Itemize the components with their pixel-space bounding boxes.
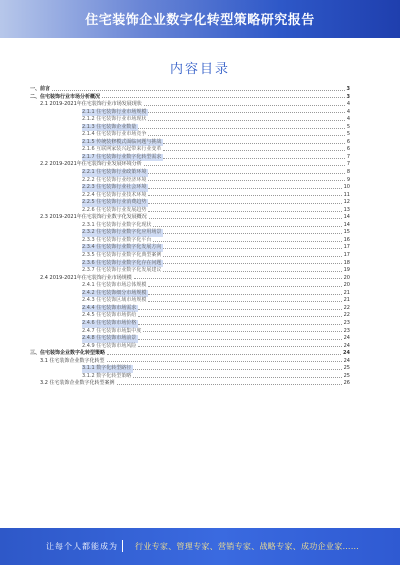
- toc-entry[interactable]: [30, 146, 350, 154]
- toc-entry[interactable]: [30, 335, 350, 343]
- toc-entry-page: 17: [343, 252, 350, 259]
- toc-entry[interactable]: [30, 252, 350, 260]
- toc-entry-label: 3.1.2 数字化转型策略: [82, 372, 132, 379]
- toc-leader-dots: [138, 316, 341, 317]
- toc-entry-page: 18: [343, 259, 350, 266]
- toc-entry[interactable]: [30, 124, 350, 132]
- toc-entry[interactable]: [30, 244, 350, 252]
- toc-entry[interactable]: [30, 267, 350, 275]
- toc-entry-page: 25: [343, 372, 350, 379]
- toc-entry-page: 24: [343, 335, 350, 342]
- toc-entry-page: 26: [343, 380, 350, 387]
- toc-entry-label: 一、前言: [30, 86, 51, 92]
- toc-entry-label: 2.3 2019-2021年住宅装饰行业数字化发展概况: [40, 214, 147, 221]
- toc-entry-page: 19: [343, 267, 350, 274]
- toc-leader-dots: [133, 369, 341, 370]
- toc-entry-label: 2.2.5 住宅装饰行业消费趋势: [82, 199, 147, 206]
- toc-entry-label: 2.4.5 住宅装饰市场供给: [82, 312, 137, 319]
- toc-entry-label: 2.3.7 住宅装饰行业数字化发展建议: [82, 267, 162, 274]
- toc-entry-label: 二、住宅装饰行业市场分析概况: [30, 93, 101, 100]
- toc-leader-dots: [117, 384, 342, 385]
- toc-entry-label: 2.3.6 住宅装饰行业数字化存在问题: [82, 259, 162, 266]
- toc-entry-label: 2.3.1 住宅装饰行业数字化现状: [82, 221, 152, 228]
- toc-entry-page: 14: [343, 221, 350, 228]
- toc-entry-page: 4: [346, 116, 350, 123]
- toc-entry[interactable]: [30, 320, 350, 328]
- toc-leader-dots: [138, 309, 341, 310]
- toc-entry-page: 7: [346, 161, 350, 168]
- toc-entry-label: 2.2.1 住宅装饰行业政策环境: [82, 169, 147, 176]
- toc-entry[interactable]: [30, 358, 350, 366]
- toc-entry-page: 24: [343, 357, 350, 364]
- toc-entry[interactable]: [30, 116, 350, 124]
- toc-entry[interactable]: [30, 199, 350, 207]
- toc-leader-dots: [52, 90, 345, 91]
- toc-entry-page: 17: [343, 244, 350, 251]
- toc-entry[interactable]: [30, 192, 350, 200]
- toc-entry-label: 2.2.4 住宅装饰行业技术环境: [82, 191, 147, 198]
- toc-entry-label: 2.4.3 住宅装饰区域市场规模: [82, 297, 147, 304]
- toc-entry[interactable]: [30, 380, 350, 388]
- toc-entry[interactable]: [30, 343, 350, 351]
- toc-entry-label: 2.1.2 住宅装饰行业市场现状: [82, 116, 147, 123]
- toc-leader-dots: [144, 105, 345, 106]
- footer-slogan: 让每个人都能成为: [46, 542, 118, 551]
- toc-heading: 内容目录: [169, 62, 230, 77]
- toc-leader-dots: [148, 294, 341, 295]
- toc-entry[interactable]: [30, 131, 350, 139]
- toc-entry-page: 11: [343, 191, 350, 198]
- toc-entry-page: 22: [343, 312, 350, 319]
- toc-entry-label: 2.4.1 住宅装饰市场总体规模: [82, 282, 147, 289]
- toc-entry-page: 3: [346, 86, 350, 92]
- toc-entry-label: 2.1.7 住宅装饰行业数字化转型需求: [82, 153, 162, 160]
- toc-entry-label: 2.3.5 住宅装饰行业数字化典型案例: [82, 252, 162, 259]
- toc-leader-dots: [153, 241, 341, 242]
- toc-entry-page: 24: [343, 342, 350, 349]
- toc-entry[interactable]: [30, 169, 350, 177]
- toc-leader-dots: [163, 271, 341, 272]
- toc-entry-label: 2.4.7 住宅装饰市场集中度: [82, 327, 142, 334]
- toc-entry-label: 三、住宅装饰企业数字化转型策略: [30, 350, 106, 357]
- toc-entry-page: 5: [346, 123, 350, 130]
- toc-entry[interactable]: [30, 260, 350, 268]
- toc-leader-dots: [163, 158, 344, 159]
- toc-entry-label: 3.1.1 数字化转型路径: [82, 365, 132, 372]
- toc-entry-label: 2.4.9 住宅装饰市场风险: [82, 342, 137, 349]
- toc-entry-page: 8: [346, 169, 350, 176]
- toc-entry[interactable]: [30, 328, 350, 336]
- toc-leader-dots: [148, 112, 344, 113]
- toc-leader-dots: [163, 143, 344, 144]
- toc-leader-dots: [163, 263, 341, 264]
- toc-leader-dots: [134, 278, 342, 279]
- footer-divider: [122, 540, 123, 552]
- toc-entry[interactable]: [30, 365, 350, 373]
- toc-leader-dots: [148, 135, 344, 136]
- toc-entry[interactable]: [30, 297, 350, 305]
- toc-entry[interactable]: [30, 305, 350, 313]
- toc-leader-dots: [148, 173, 344, 174]
- toc-entry-page: 23: [343, 319, 350, 326]
- toc-leader-dots: [148, 301, 341, 302]
- toc-entry-page: 21: [343, 297, 350, 304]
- toc-entry-label: 2.1.1 住宅装饰行业市场规模: [82, 108, 147, 115]
- toc-entry[interactable]: [30, 139, 350, 147]
- toc-entry[interactable]: [30, 109, 350, 117]
- toc-entry[interactable]: [30, 229, 350, 237]
- toc-entry-label: 2.4.6 住宅装饰市场价格: [82, 319, 137, 326]
- toc-entry-page: 24: [343, 350, 350, 357]
- toc-entry-page: 5: [346, 131, 350, 138]
- toc-entry-label: 2.3.4 住宅装饰行业数字化发展方向: [82, 244, 162, 251]
- toc-leader-dots: [148, 120, 344, 121]
- table-of-contents: [30, 86, 350, 388]
- toc-leader-dots: [138, 339, 341, 340]
- toc-leader-dots: [138, 346, 341, 347]
- toc-entry-label: 2.4.8 住宅装饰市场前景: [82, 335, 137, 342]
- toc-entry[interactable]: [30, 86, 350, 94]
- toc-entry-page: 4: [346, 101, 350, 108]
- toc-entry-label: 2.1.5 传统装修模式面临问题与挑战: [82, 138, 162, 145]
- toc-entry-page: 23: [343, 327, 350, 334]
- toc-entry-page: 14: [343, 214, 350, 221]
- toc-entry[interactable]: [30, 237, 350, 245]
- toc-entry-page: 20: [343, 274, 350, 281]
- toc-entry-label: 2.2.6 住宅装饰行业发展趋势: [82, 206, 147, 213]
- footer-bar: [0, 528, 400, 565]
- toc-entry-label: 3.2 住宅装饰企业数字化转型案例: [40, 380, 115, 387]
- toc-leader-dots: [107, 354, 341, 355]
- footer-tagline: 行业专家、管理专家、营销专家、战略专家、成功企业家……: [135, 542, 360, 551]
- toc-leader-dots: [148, 188, 341, 189]
- toc-entry[interactable]: [30, 177, 350, 185]
- toc-entry-page: 16: [343, 236, 350, 243]
- toc-entry-label: 2.2.2 住宅装饰行业经济环境: [82, 176, 147, 183]
- toc-entry-label: 2.1.4 住宅装饰行业市场竞争: [82, 131, 147, 138]
- toc-entry-page: 21: [343, 289, 350, 296]
- toc-leader-dots: [149, 218, 342, 219]
- toc-leader-dots: [144, 165, 345, 166]
- toc-entry-page: 13: [343, 206, 350, 213]
- toc-leader-dots: [102, 97, 345, 98]
- toc-entry-page: 3: [346, 93, 350, 100]
- toc-entry[interactable]: [30, 275, 350, 283]
- toc-leader-dots: [148, 203, 341, 204]
- toc-leader-dots: [163, 150, 344, 151]
- toc-entry-label: 2.4.2 住宅装饰细分市场规模: [82, 289, 147, 296]
- toc-entry[interactable]: [30, 101, 350, 109]
- toc-entry[interactable]: [30, 312, 350, 320]
- toc-leader-dots: [138, 324, 341, 325]
- toc-leader-dots: [148, 180, 344, 181]
- toc-leader-dots: [148, 211, 341, 212]
- report-header-bar: [0, 0, 400, 38]
- toc-leader-dots: [163, 248, 341, 249]
- toc-leader-dots: [163, 233, 341, 234]
- toc-entry[interactable]: [30, 214, 350, 222]
- toc-entry-page: 4: [346, 108, 350, 115]
- toc-entry-label: 2.1.6 互联网家装兴起带来行业变革: [82, 146, 162, 153]
- toc-entry-label: 2.3.2 住宅装饰行业数字化应用场景: [82, 229, 162, 236]
- toc-entry-page: 7: [346, 153, 350, 160]
- toc-entry-page: 20: [343, 282, 350, 289]
- toc-leader-dots: [148, 286, 341, 287]
- toc-entry-page: 6: [346, 146, 350, 153]
- toc-entry-page: 9: [346, 176, 350, 183]
- toc-entry-page: 22: [343, 304, 350, 311]
- toc-entry[interactable]: [30, 282, 350, 290]
- toc-entry-label: 2.1 2019-2021年住宅装饰行业市场发展现状: [40, 101, 142, 108]
- toc-entry-label: 2.3.3 住宅装饰行业数字化平台: [82, 236, 152, 243]
- toc-entry-page: 12: [343, 199, 350, 206]
- toc-entry-label: 2.2 2019-2021年住宅装饰行业发展环境分析: [40, 161, 142, 168]
- toc-entry[interactable]: [30, 290, 350, 298]
- toc-leader-dots: [163, 256, 341, 257]
- toc-leader-dots: [148, 195, 341, 196]
- toc-entry[interactable]: [30, 161, 350, 169]
- toc-entry-page: 6: [346, 138, 350, 145]
- toc-entry-page: 25: [343, 365, 350, 372]
- toc-entry[interactable]: [30, 350, 350, 358]
- toc-entry-page: 10: [343, 184, 350, 191]
- toc-entry-label: 3.1 住宅装饰企业数字化转型: [40, 357, 105, 364]
- report-title: 住宅装饰企业数字化转型策略研究报告: [85, 13, 315, 28]
- toc-leader-dots: [153, 226, 341, 227]
- toc-entry-label: 2.1.3 住宅装饰企业数量: [82, 123, 137, 130]
- toc-leader-dots: [138, 128, 345, 129]
- toc-leader-dots: [133, 377, 341, 378]
- toc-entry-label: 2.4.4 住宅装饰市场需求: [82, 304, 137, 311]
- toc-leader-dots: [107, 361, 342, 362]
- toc-entry[interactable]: [30, 222, 350, 230]
- toc-entry[interactable]: [30, 184, 350, 192]
- toc-entry-page: 15: [343, 229, 350, 236]
- toc-entry-label: 2.2.3 住宅装饰行业社会环境: [82, 184, 147, 191]
- toc-entry-label: 2.4 2019-2021年住宅装饰行业市场规模: [40, 274, 132, 281]
- toc-entry[interactable]: [30, 94, 350, 102]
- toc-leader-dots: [143, 331, 341, 332]
